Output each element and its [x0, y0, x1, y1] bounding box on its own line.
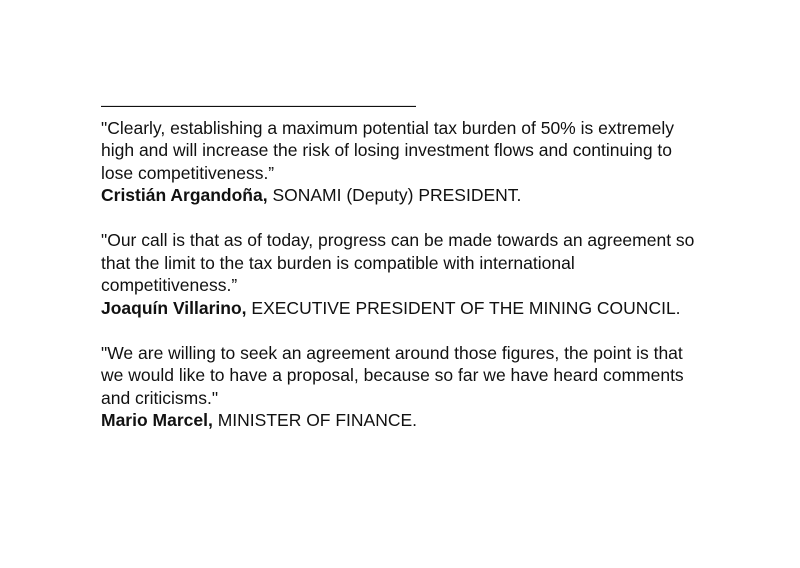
speaker-title: SONAMI (Deputy) PRESIDENT.: [267, 185, 522, 205]
quote-block-2: [101, 229, 701, 319]
speaker-name: Cristián Argandoña,: [101, 185, 268, 205]
quotes-document: [101, 92, 701, 432]
speaker-name: Joaquín Villarino,: [101, 297, 247, 318]
paragraph-spacer: [101, 207, 701, 230]
quote-block-1: [101, 117, 701, 207]
quote-attribution: [101, 297, 701, 320]
quote-text: "We are willing to seek an agreement around those figures, the point is that we would like to have a proposal, because so far we have heard comments and criticisms.": [101, 342, 684, 408]
quote-attribution: [101, 184, 701, 207]
quote-attribution: [101, 409, 701, 432]
speaker-name: Mario Marcel,: [101, 410, 213, 430]
quote-text: "Our call is that as of today, progress can be made towards an agreement so that the limit to the tax burden is compatible with international competitiveness.”: [101, 230, 695, 295]
separator-line: ——————————————————: [101, 95, 416, 115]
paragraph-spacer: [101, 319, 701, 342]
quote-text: "Clearly, establishing a maximum potential tax burden of 50% is extremely high and will increase the risk of losing investment flows and continuing to lose competitiveness.”: [101, 117, 674, 183]
speaker-title: EXECUTIVE PRESIDENT OF THE MINING COUNCIL.: [246, 297, 681, 318]
quote-block-3: [101, 342, 701, 432]
speaker-title: MINISTER OF FINANCE.: [212, 410, 418, 430]
